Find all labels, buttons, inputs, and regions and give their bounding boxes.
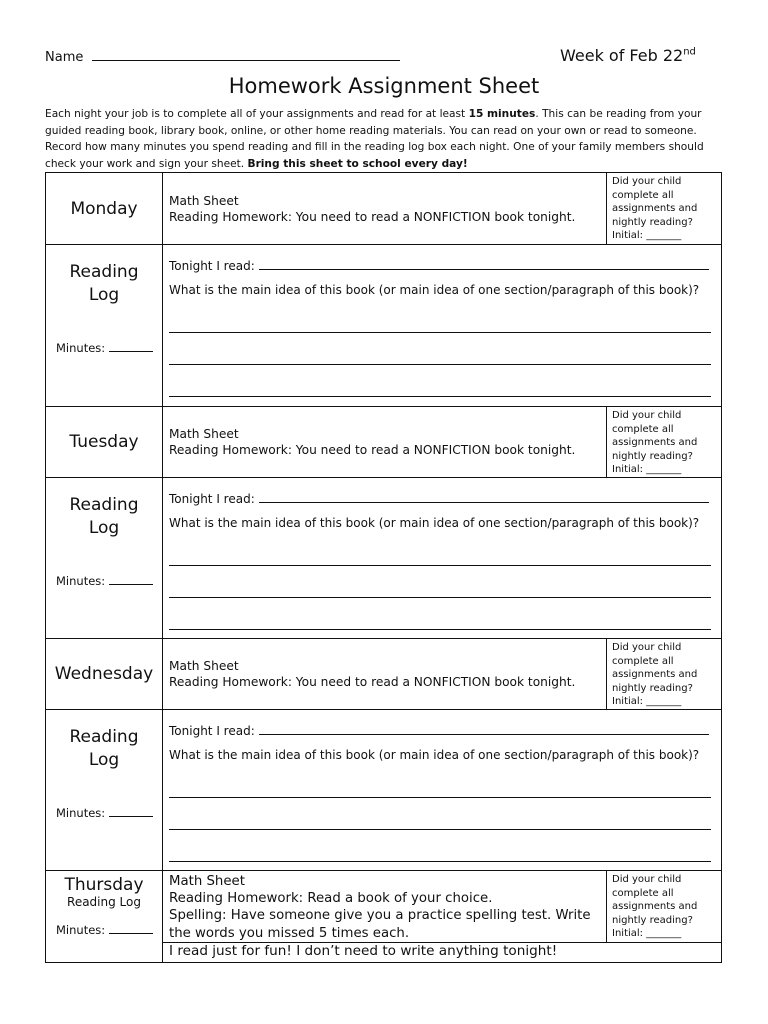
day-row-tuesday: [46, 407, 722, 478]
reading-log-title: [46, 710, 162, 772]
name-label: Name: [45, 50, 84, 65]
name-field-row: [45, 48, 400, 65]
reading-log-title-2: Log: [88, 517, 120, 538]
check-line-1: Did your child: [612, 410, 682, 421]
day-assignments: [163, 870, 607, 942]
check-line-3: assignments and: [612, 437, 698, 449]
reading-log-subtitle: Reading Log: [67, 894, 141, 909]
minutes-label: Minutes:: [56, 922, 106, 937]
assignment-line-1: Math Sheet: [169, 873, 245, 889]
reading-log-title-2: Log: [88, 285, 120, 305]
minutes-field[interactable]: [46, 806, 162, 820]
assignment-line-2: Reading Homework: You need to read a NONFICTION book tonight.: [169, 442, 576, 457]
check-line-2: complete all: [612, 655, 674, 667]
reading-log-entry: [163, 709, 722, 870]
tonight-read-blank[interactable]: [259, 269, 709, 270]
check-line-2: complete all: [612, 423, 674, 435]
check-initial[interactable]: Initial: _______: [612, 464, 682, 476]
assignment-line-2: Reading Homework: You need to read a NONFICTION book tonight.: [169, 674, 576, 689]
reading-log-title-1: Reading: [69, 262, 139, 282]
check-initial[interactable]: Initial: _______: [612, 230, 682, 242]
check-line-4: nightly reading?: [612, 216, 693, 228]
intro-text-2: . This can be reading from your guided reading book, library book, online, or other home reading materials. You can read on your own or read to someone. Record how many minutes you spend reading and fill in the reading log box each night. One of your family members should check your work and sign your sheet.: [45, 108, 704, 170]
check-line-2: complete all: [612, 189, 674, 201]
tonight-read-label: Tonight I read:: [169, 491, 255, 506]
name-blank-line[interactable]: [92, 48, 400, 61]
reading-log-cell: [46, 245, 163, 407]
minutes-blank[interactable]: [109, 816, 153, 817]
assignment-line-1: Math Sheet: [169, 658, 239, 673]
tonight-read-blank[interactable]: [259, 734, 709, 735]
intro-bold-reminder: Bring this sheet to school every day!: [247, 157, 468, 170]
minutes-label: Minutes:: [56, 341, 106, 355]
day-assignments: [163, 638, 607, 709]
fun-reading-note: I read just for fun! I don’t need to write anything tonight!: [163, 942, 722, 962]
assignment-line-1: Math Sheet: [169, 426, 239, 441]
parent-check-box[interactable]: [607, 173, 722, 245]
answer-line[interactable]: [169, 564, 711, 566]
minutes-blank[interactable]: [109, 584, 153, 585]
reading-log-title-2: Log: [88, 749, 120, 770]
answer-line[interactable]: [169, 596, 711, 598]
intro-paragraph: [45, 106, 725, 172]
check-initial[interactable]: Initial: _______: [612, 696, 682, 708]
assignment-line-3: Spelling: Have someone give you a practice spelling test. Write the words you missed 5 times each.: [169, 908, 591, 941]
minutes-label: Minutes:: [56, 805, 106, 820]
reading-log-row-monday: [46, 245, 722, 407]
check-line-4: nightly reading?: [612, 450, 693, 462]
tonight-read-label: Tonight I read:: [169, 259, 255, 273]
reading-log-entry: [163, 245, 722, 407]
answer-line[interactable]: [169, 363, 711, 365]
day-name: Thursday: [64, 874, 144, 895]
tonight-read-label: Tonight I read:: [169, 723, 255, 738]
answer-line[interactable]: [169, 331, 711, 333]
week-suffix: nd: [683, 46, 696, 58]
minutes-label: Minutes:: [56, 573, 106, 588]
parent-check-box[interactable]: [607, 638, 722, 709]
answer-line[interactable]: [169, 828, 711, 830]
check-line-1: Did your child: [612, 873, 682, 885]
check-line-3: assignments and: [612, 669, 698, 681]
intro-text-1: Each night your job is to complete all of your assignments and read for at least: [45, 108, 469, 120]
check-line-2: complete all: [612, 887, 674, 899]
week-date: Week of Feb 22: [560, 46, 684, 65]
day-assignments: [163, 173, 607, 245]
minutes-field[interactable]: [46, 574, 162, 588]
answer-line[interactable]: [169, 860, 711, 862]
minutes-blank[interactable]: [109, 933, 153, 934]
minutes-field[interactable]: [46, 341, 162, 355]
reading-log-title-1: Reading: [69, 726, 139, 747]
tonight-read-blank[interactable]: [259, 502, 709, 503]
check-line-3: assignments and: [612, 203, 698, 215]
assignment-line-2: Reading Homework: Read a book of your choice.: [169, 891, 493, 907]
reading-log-entry: [163, 477, 722, 638]
day-name: Wednesday: [46, 638, 163, 709]
parent-check-box[interactable]: [607, 870, 722, 942]
day-assignments: [163, 407, 607, 478]
day-row-thursday: [46, 870, 722, 942]
assignment-table: [45, 172, 722, 963]
check-line-4: nightly reading?: [612, 682, 693, 694]
week-label: [560, 46, 696, 65]
day-name: Monday: [46, 173, 163, 245]
day-row-wednesday: [46, 638, 722, 709]
reading-log-title-1: Reading: [69, 494, 139, 515]
main-idea-question: What is the main idea of this book (or main idea of one section/paragraph of this book)?: [169, 283, 700, 297]
check-line-3: assignments and: [612, 901, 698, 913]
answer-line[interactable]: [169, 628, 711, 630]
reading-log-row-wednesday: [46, 709, 722, 870]
reading-log-row-tuesday: [46, 477, 722, 638]
reading-log-cell: [46, 709, 163, 870]
reading-log-cell: [46, 477, 163, 638]
assignment-line-1: Math Sheet: [169, 193, 239, 208]
check-line-1: Did your child: [612, 641, 682, 653]
page-title: Homework Assignment Sheet: [228, 74, 540, 98]
intro-bold-minutes: 15 minutes: [468, 108, 536, 120]
day-name: Tuesday: [46, 407, 163, 478]
assignment-line-2: Reading Homework: You need to read a NONFICTION book tonight.: [169, 209, 576, 224]
tonight-read-row: [169, 492, 715, 506]
tonight-read-row: [169, 259, 715, 273]
reading-log-title: [46, 245, 162, 307]
check-line-1: Did your child: [612, 176, 682, 187]
parent-check-box[interactable]: [607, 407, 722, 478]
thursday-cell: [46, 870, 163, 962]
minutes-blank[interactable]: [109, 351, 153, 352]
main-idea-question: What is the main idea of this book (or main idea of one section/paragraph of this book)?: [169, 515, 700, 530]
check-initial[interactable]: Initial: _______: [612, 928, 682, 940]
main-idea-question: What is the main idea of this book (or main idea of one section/paragraph of this book)?: [169, 747, 700, 762]
tonight-read-row: [169, 724, 715, 738]
answer-line[interactable]: [169, 796, 711, 798]
reading-log-title: [46, 478, 162, 540]
check-line-4: nightly reading?: [612, 914, 693, 926]
minutes-field[interactable]: [46, 923, 162, 937]
answer-line[interactable]: [169, 395, 711, 397]
day-row-monday: [46, 173, 722, 245]
